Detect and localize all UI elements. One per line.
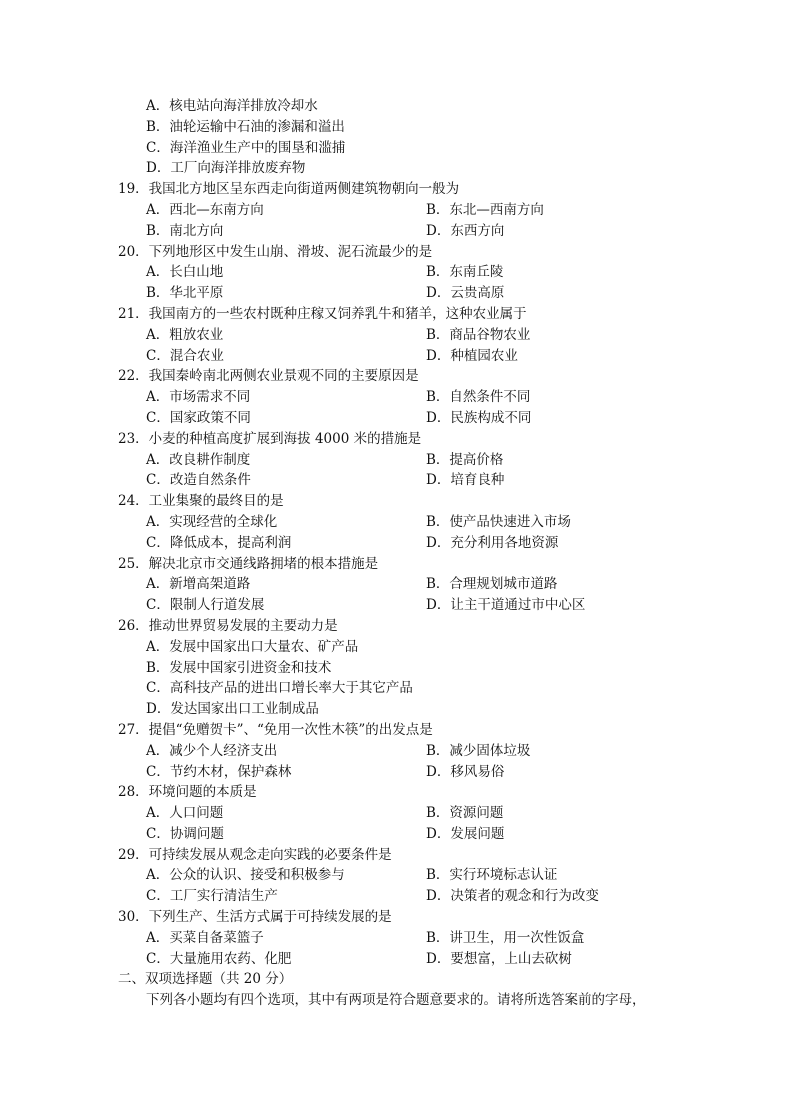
option-right: D．决策者的观念和行为改变 — [426, 888, 599, 905]
option-right: B．东南丘陵 — [426, 264, 504, 281]
option-row — [118, 886, 738, 907]
option-row — [118, 221, 738, 242]
question-stem: 29．可持续发展从观念走向实践的必要条件是 — [118, 846, 392, 863]
option-row — [118, 325, 738, 346]
option-right: D．民族构成不同 — [426, 409, 532, 426]
section-heading: 二、双项选择题（共 20 分） — [118, 971, 293, 988]
option-row — [118, 470, 738, 491]
question-stem: 24．工业集聚的最终目的是 — [118, 493, 284, 510]
option-row — [118, 512, 738, 533]
option-right: B．商品谷物农业 — [426, 326, 531, 343]
option-line: B．发展中国家引进资金和技术 — [146, 659, 332, 676]
option-right: D．云贵高原 — [426, 285, 505, 302]
option-left: A．粗放农业 — [146, 326, 224, 343]
question-stem: 26．推动世界贸易发展的主要动力是 — [118, 617, 338, 634]
question-stem: 23．小麦的种植高度扩展到海拔 4000 米的措施是 — [118, 430, 422, 447]
option-row — [118, 387, 738, 408]
option-line: A．核电站向海洋排放冷却水 — [146, 98, 318, 114]
option-right: D．种植园农业 — [426, 347, 518, 364]
option-line: D．发达国家出口工业制成品 — [146, 701, 319, 718]
option-left: A．市场需求不同 — [146, 389, 251, 406]
option-left: C．大量施用农药、化肥 — [146, 950, 292, 967]
option-row — [118, 865, 738, 886]
option-left: A．人口问题 — [146, 805, 224, 822]
option-row — [118, 200, 738, 221]
option-left: C．节约木材，保护森林 — [146, 763, 292, 780]
option-right: B．资源问题 — [426, 805, 504, 822]
option-left: A．西北—东南方向 — [146, 201, 264, 218]
option-row — [118, 450, 738, 471]
option-right: B．提高价格 — [426, 451, 504, 468]
option-left: C．协调问题 — [146, 825, 224, 842]
option-row — [118, 949, 738, 970]
option-line: D．工厂向海洋排放废弃物 — [146, 160, 306, 177]
option-row — [118, 283, 738, 304]
option-row — [118, 574, 738, 595]
question-stem: 22．我国秦岭南北两侧农业景观不同的主要原因是 — [118, 368, 419, 385]
option-left: C．降低成本，提高利润 — [146, 534, 292, 551]
question-stem: 21．我国南方的一些农村既种庄稼又饲养乳牛和猪羊，这种农业属于 — [118, 305, 527, 322]
option-left: A．新增高架道路 — [146, 576, 251, 593]
option-left: A．减少个人经济支出 — [146, 742, 278, 759]
option-left: C．限制人行道发展 — [146, 597, 265, 614]
option-left: C．国家政策不同 — [146, 409, 251, 426]
option-row — [118, 803, 738, 824]
question-stem: 30．下列生产、生活方式属于可持续发展的是 — [118, 909, 392, 926]
option-row — [118, 408, 738, 429]
question-stem: 27．提倡“免赠贺卡”、“免用一次性木筷”的出发点是 — [118, 721, 433, 738]
option-left: A．公众的认识、接受和积极参与 — [146, 867, 345, 884]
option-left: A．长白山地 — [146, 264, 224, 281]
option-row — [118, 346, 738, 367]
option-left: C．改造自然条件 — [146, 472, 251, 489]
option-left: C．混合农业 — [146, 347, 224, 364]
option-right: D．发展问题 — [426, 825, 505, 842]
option-right: D．充分利用各地资源 — [426, 534, 559, 551]
option-right: D．要想富，上山去砍树 — [426, 950, 572, 967]
option-left: B．南北方向 — [146, 222, 224, 239]
option-row — [118, 595, 738, 616]
option-right: D．培育良种 — [426, 472, 505, 489]
option-left: B．华北平原 — [146, 285, 224, 302]
option-row — [118, 824, 738, 845]
exam-content — [118, 96, 738, 1011]
option-line: C．高科技产品的进出口增长率大于其它产品 — [146, 680, 413, 697]
section-instructions: 下列各小题均有四个选项，其中有两项是符合题意要求的。请将所选答案前的字母， — [146, 992, 646, 1009]
option-line: B．油轮运输中石油的渗漏和溢出 — [146, 118, 345, 135]
option-right: D．让主干道通过市中心区 — [426, 597, 586, 614]
option-right: B．讲卫生，用一次性饭盒 — [426, 929, 585, 946]
option-left: A．实现经营的全球化 — [146, 513, 278, 530]
option-right: B．实行环境标志认证 — [426, 867, 558, 884]
option-right: B．自然条件不同 — [426, 389, 531, 406]
option-right: B．东北—西南方向 — [426, 201, 544, 218]
option-row — [118, 762, 738, 783]
option-row — [118, 533, 738, 554]
option-line: A．发展中国家出口大量农、矿产品 — [146, 638, 359, 655]
option-right: B．使产品快速进入市场 — [426, 513, 571, 530]
option-left: A．买菜自备菜篮子 — [146, 929, 264, 946]
option-right: D．移风易俗 — [426, 763, 505, 780]
option-right: B．合理规划城市道路 — [426, 576, 558, 593]
question-stem: 28．环境问题的本质是 — [118, 784, 257, 801]
question-stem: 20．下列地形区中发生山崩、滑坡、泥石流最少的是 — [118, 243, 433, 260]
option-row — [118, 928, 738, 949]
option-line: C．海洋渔业生产中的围垦和滥捕 — [146, 139, 346, 156]
option-right: D．东西方向 — [426, 222, 505, 239]
option-row — [118, 262, 738, 283]
option-left: A．改良耕作制度 — [146, 451, 251, 468]
option-right: B．减少固体垃圾 — [426, 742, 531, 759]
question-stem: 25．解决北京市交通线路拥堵的根本措施是 — [118, 555, 379, 572]
option-left: C．工厂实行清洁生产 — [146, 888, 278, 905]
option-row — [118, 741, 738, 762]
question-stem: 19．我国北方地区呈东西走向街道两侧建筑物朝向一般为 — [118, 181, 460, 198]
